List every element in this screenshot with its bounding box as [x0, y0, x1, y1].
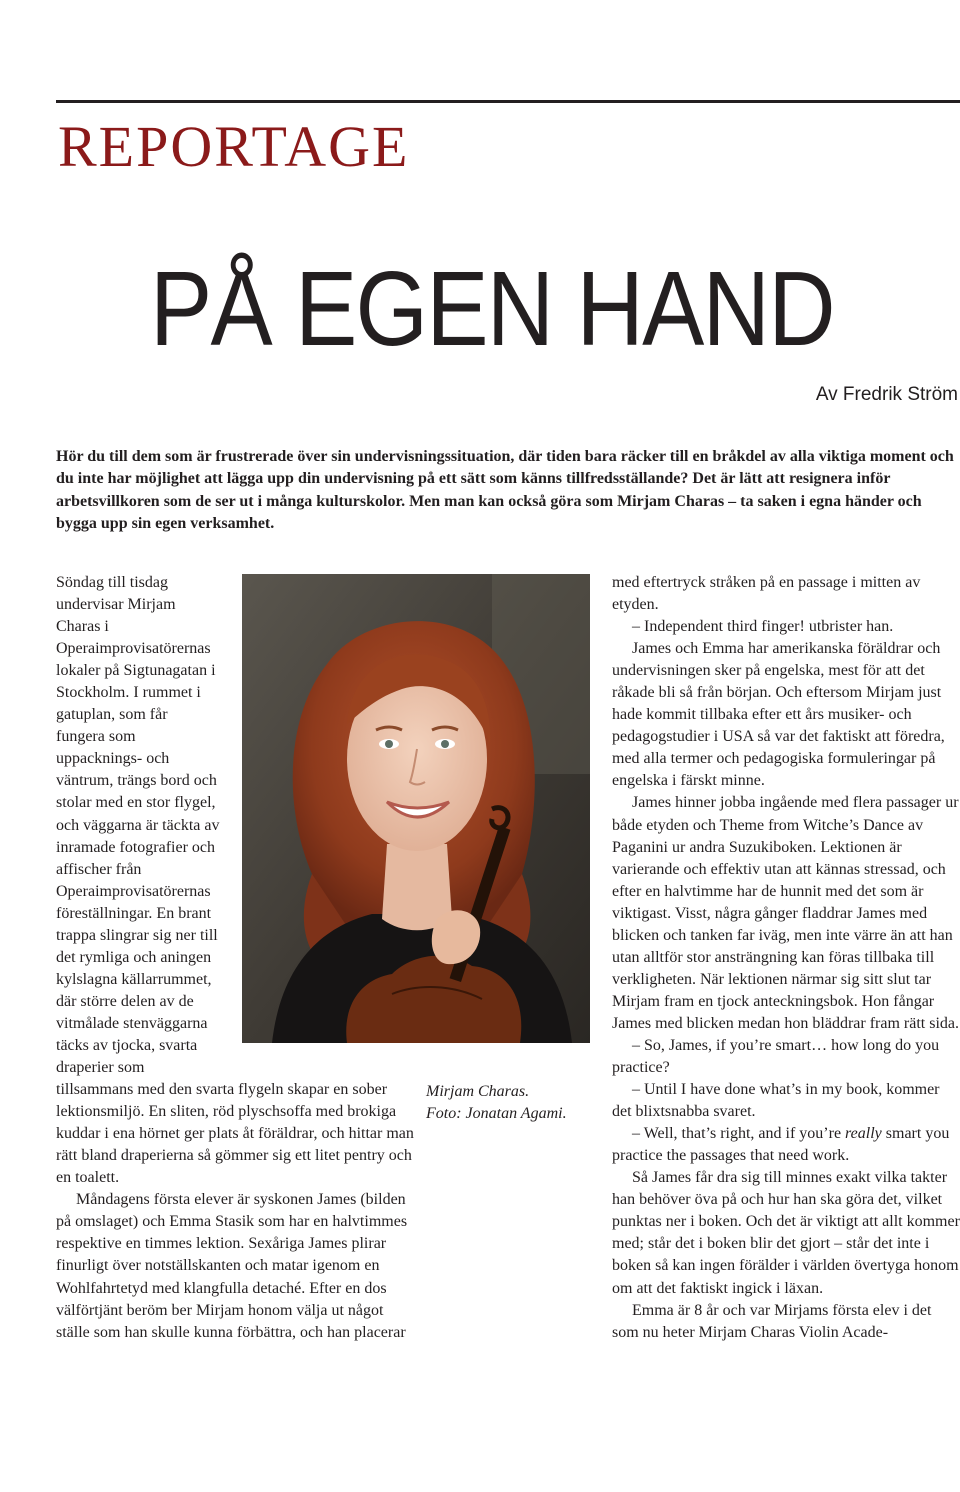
- body-paragraph: James hinner jobba ingående med flera passager ur både etyden och Theme from Witche’s Dance av Paganini ur andra Suzukiboken. Lektionen är varierande och effektiv utan att kännas stressad, och efter en halvtimme har de hunnit med det som är viktigast. Visst, några gånger fladdrar James med blicken och tanken far iväg, men inte värre än att han utan alltför stor ansträngning kan föras tillbaka till verkligheten. När lektionen närmar sig sitt slut tar Mirjam fram en tjock anteckningsbok. Hon fångar James med blicken medan hon bläddrar fram rätt sida.: [612, 794, 959, 1032]
- byline: Av Fredrik Ström: [815, 384, 958, 405]
- body-paragraph: James och Emma har amerikanska föräldrar och undervisningen sker på engelska, mest för att det råkade bli så från början. Och eftersom Mirjam just hade kommit tillbaka efter ett års musiker- och pedagogstudier i USA så var det faktiskt att föredra, med alla termer och pedagogiska formuleringar på engelska i färskt minne.: [612, 640, 945, 790]
- section-label: REPORTAGE: [58, 114, 410, 179]
- body-text-run: – Well, that’s right, and if you’re: [632, 1125, 846, 1143]
- body-paragraph: Emma är 8 år och var Mirjams första elev i det som nu heter Mirjam Charas Violin Acade-: [612, 1301, 932, 1341]
- headline: PÅ EGEN HAND: [150, 250, 834, 368]
- body-paragraph: – Independent third finger! utbrister han.: [632, 618, 894, 636]
- emphasis-text: really: [845, 1125, 882, 1143]
- caption-credit: Foto: Jonatan Agami.: [426, 1105, 567, 1122]
- lede: Hör du till dem som är frustrerade över sin undervisningssituation, där tiden bara räcker till en bråkdel av alla viktiga moment och du inte har möjlighet att lägga upp din undervisning på ett sätt som känns tillfredsställande? Det är lätt att resignera inför arbetsvillkoren som de ser ut i många kulturskolor. Men man kan också göra som Mirjam Charas – ta saken i egna händer och bygga upp sin egen verksamhet.: [56, 448, 954, 532]
- body-paragraph: – Until I have done what’s in my book, kommer det blixtsnabba svaret.: [612, 1081, 940, 1121]
- body-paragraph: Så James får dra sig till minnes exakt vilka takter han behöver öva på och hur han ska göra det, vilket punktas ner i boken. Och det är viktigt att allt kommer med; står det i boken blir det gjort – står det inte i boken så kan ingen förälder i världen övertyga honom om att det faktiskt ingick i läxan.: [612, 1169, 960, 1297]
- body-paragraph: med eftertryck stråken på en passage i mitten av etyden.: [612, 574, 921, 614]
- body-text-run: smart you practice the passages that need work.: [612, 1125, 950, 1165]
- body-column-right: [612, 572, 960, 1344]
- body-paragraph: – So, James, if you’re smart… how long do you practice?: [612, 1036, 940, 1077]
- top-rule: [56, 100, 960, 103]
- body-paragraph: Söndag till tisdag undervisar Mirjam Charas i Operaimprovisatörernas lokaler på Sigtunagatan i Stockholm. I rummet i gatuplan, som får fungera som uppacknings- och väntrum, trängs bord och stolar med en stor flygel, och väggarna är täckta av inramade fotografier och affischer från Operaimprovisatörernas föreställningar. En brant trappa slingrar sig ner till det rymliga och aningen kylslagna källarrummet, där större delen av de vitmålade stenväggarna täcks av tjocka, svarta draperier som tillsammans med den svarta flygeln skapar en sober lektionsmiljö. En sliten, röd plyschsoffa med brokiga kuddar i ena hörnet ger plats åt föräldrar, och hittar man rätt bland draperierna så gömmer sig ett litet pentry och en toalett.: [56, 574, 414, 1187]
- photo-caption: [426, 1081, 596, 1125]
- body-paragraph: Måndagens första elever är syskonen James (bilden på omslaget) och Emma Stasik som har en halvtimmes respektive en timmes lektion. Sexåriga James plirar finurligt över notställskanten och matar igenom en Wohlfahrtetyd med klangfulla detaché. Efter en dos välförtjänt beröm ber Mirjam honom välja ut något ställe som han skulle kunna förbättra, och han placerar: [56, 1191, 408, 1341]
- caption-name: Mirjam Charas.: [426, 1083, 530, 1100]
- portrait-photo: [242, 574, 590, 1043]
- portrait-illustration: [242, 574, 590, 1043]
- body-paragraph: [612, 1123, 960, 1167]
